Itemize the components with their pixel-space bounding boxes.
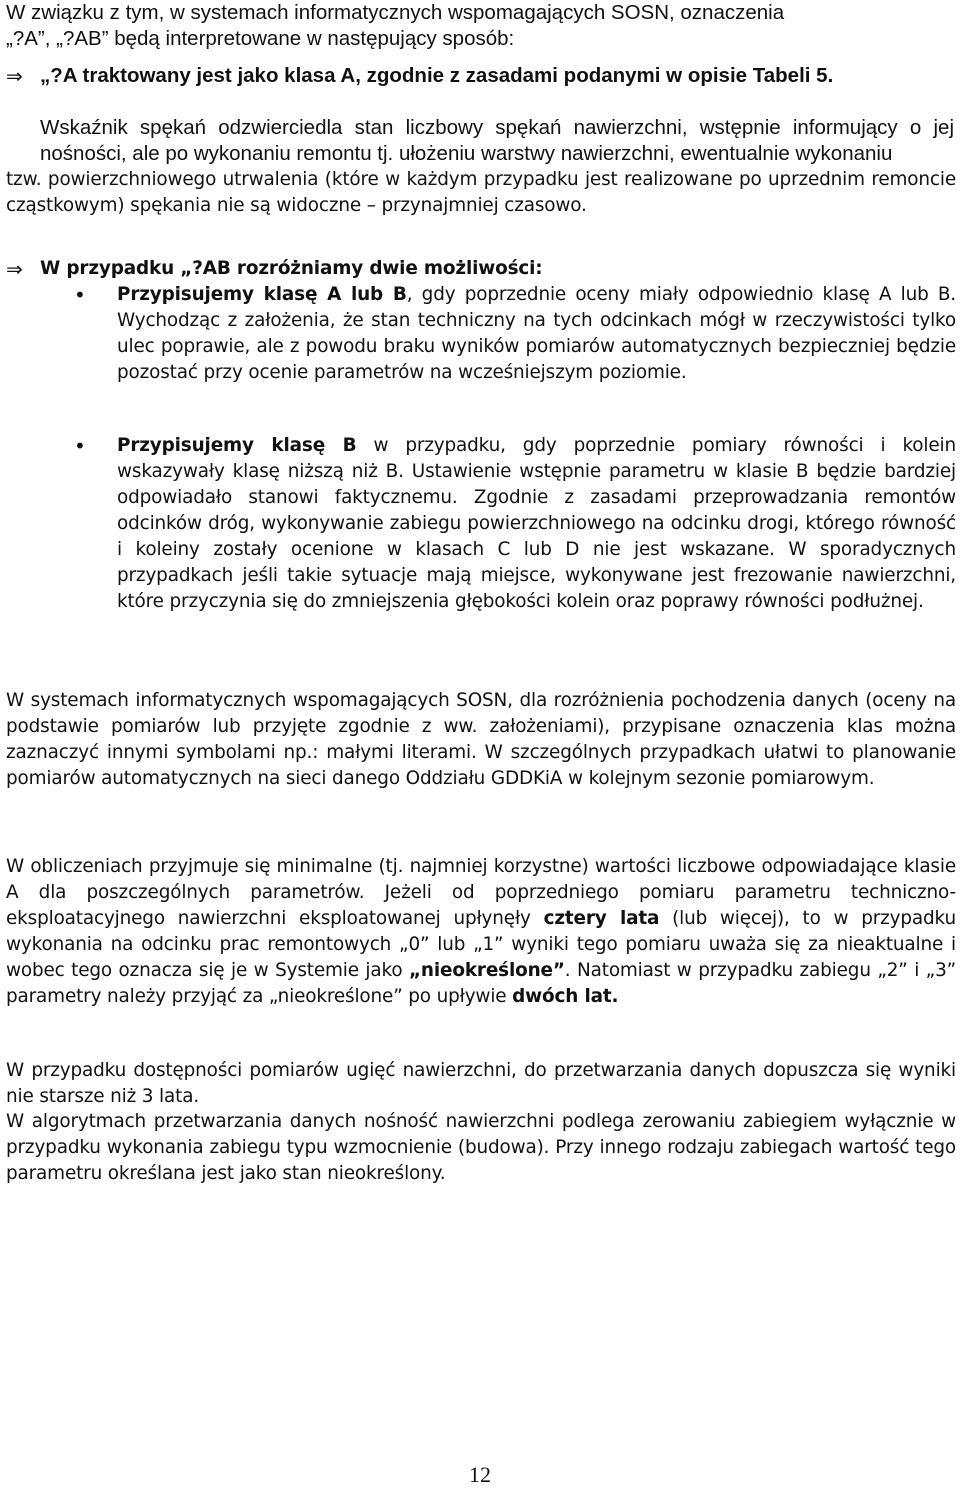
bullet-icon: •: [74, 283, 86, 307]
calc-text-3: . Natomiast w przypadku zabiegu „2” i „3” parametry należy przyjąć za „nieokreślone” po upływie: [6, 960, 956, 1007]
bullet-1-text: [117, 282, 956, 386]
arrow-a-body-1: Wskaźnik spękań odzwierciedla stan liczbowy spękań nawierzchni, wstępnie informujący o jej nośności, ale po wykonaniu remontu tj. ułożeniu warstwy nawierzchni, ewentualnie wykonaniu: [40, 116, 954, 165]
bullet-2-body: w przypadku, gdy poprzednie pomiary równości i kolein wskazywały klasę niższą niż B. Ustawienie wstępnie parametru w klasie B będzie bardziej odpowiadało stanowi faktycznemu. Zgodnie z zasadami przeprowadzania remontów odcinków dróg, wykonywanie zabiegu powierzchniowego na odcinku drogi, którego równość i koleiny zostały ocenione w klasach C lub D nie jest wskazane. W sporadycznych przypadkach jeśli takie sytuacje mają miejsce, wykonywane jest frezowanie nawierzchni, które przyczynia się do zmniejszenia głębokości kolein oraz poprawy równości podłużnej.: [117, 435, 956, 612]
bullet-2-bold: Przypisujemy klasę B: [117, 435, 357, 456]
calc-bold-3: dwóch lat.: [512, 986, 619, 1007]
intro-line-2: „?A”, „?AB” będą interpretowane w następujący sposób:: [6, 27, 515, 50]
calc-text-2: (lub więcej), to w przypadku wykonania na odcinku prac remontowych „0” lub „1” wyniki tego pomiaru uważa się za nieaktualne i wobec tego oznacza się je w Systemie jako: [6, 908, 956, 981]
paragraph-algorithm: W algorytmach przetwarzania danych nośność nawierzchni podlega zerowaniu zabiegiem wyłącznie w przypadku wykonania zabiegu typu wzmocnienie (budowa). Przy innego rodzaju zabiegach wartość tego parametru określana jest jako stan nieokreślony.: [6, 1111, 956, 1184]
arrow-a-bold-lead: „?A traktowany jest jako klasa A, zgodnie z zasadami podanymi w opisie Tabeli 5.: [40, 64, 834, 87]
paragraph-calculations: [6, 854, 956, 1010]
arrow-a-body-2: tzw. powierzchniowego utrwalenia (które w każdym przypadku jest realizowane po uprzednim remoncie cząstkowym) spękania nie są widoczne – przynajmniej czasowo.: [6, 169, 956, 216]
bullet-2-text: [117, 433, 956, 615]
calc-bold-1: cztery lata: [543, 908, 660, 929]
arrow-ab-heading: W przypadku „?AB rozróżniamy dwie możliwości:: [40, 258, 543, 279]
paragraph-sosn: W systemach informatycznych wspomagających SOSN, dla rozróżnienia pochodzenia danych (oceny na podstawie pomiarów lub przyjęte zgodnie z ww. założeniami), przypisane oznaczenia klas można zaznaczyć innymi symbolami np.: małymi literami. W szczególnych przypadkach ułatwi to planowanie pomiarów automatycznych na sieci danego Oddziału GDDKiA w kolejnym sezonie pomiarowym.: [6, 690, 956, 789]
page-number: 12: [469, 1462, 491, 1487]
bullet-1-body: , gdy poprzednie oceny miały odpowiednio klasę A lub B. Wychodząc z założenia, że stan techniczny na tych odcinkach mógł w rzeczywistości tylko ulec poprawie, ale z powodu braku wyników pomiarów automatycznych bezpieczniej będzie pozostać przy ocenie parametrów na wcześniejszym poziomie.: [117, 284, 957, 383]
bullet-icon: •: [74, 434, 86, 458]
double-arrow-icon: ⇒: [6, 64, 23, 88]
paragraph-deflection: W przypadku dostępności pomiarów ugięć nawierzchni, do przetwarzania danych dopuszcza się wyniki nie starsze niż 3 lata.: [6, 1060, 956, 1107]
double-arrow-icon: ⇒: [6, 257, 23, 281]
intro-line-1: W związku z tym, w systemach informatycznych wspomagających SOSN, oznaczenia: [6, 1, 785, 24]
calc-bold-2: „nieokreślone”: [408, 960, 565, 981]
calc-text-1: W obliczeniach przyjmuje się minimalne (tj. najmniej korzystne) wartości liczbowe odpowiadające klasie A dla poszczególnych parametrów. Jeżeli od poprzedniego pomiaru parametru techniczno-eksploatacyjnego nawierzchni eksploatowanej upłynęły: [6, 856, 956, 929]
bullet-1-bold: Przypisujemy klasę A lub B: [117, 284, 407, 305]
